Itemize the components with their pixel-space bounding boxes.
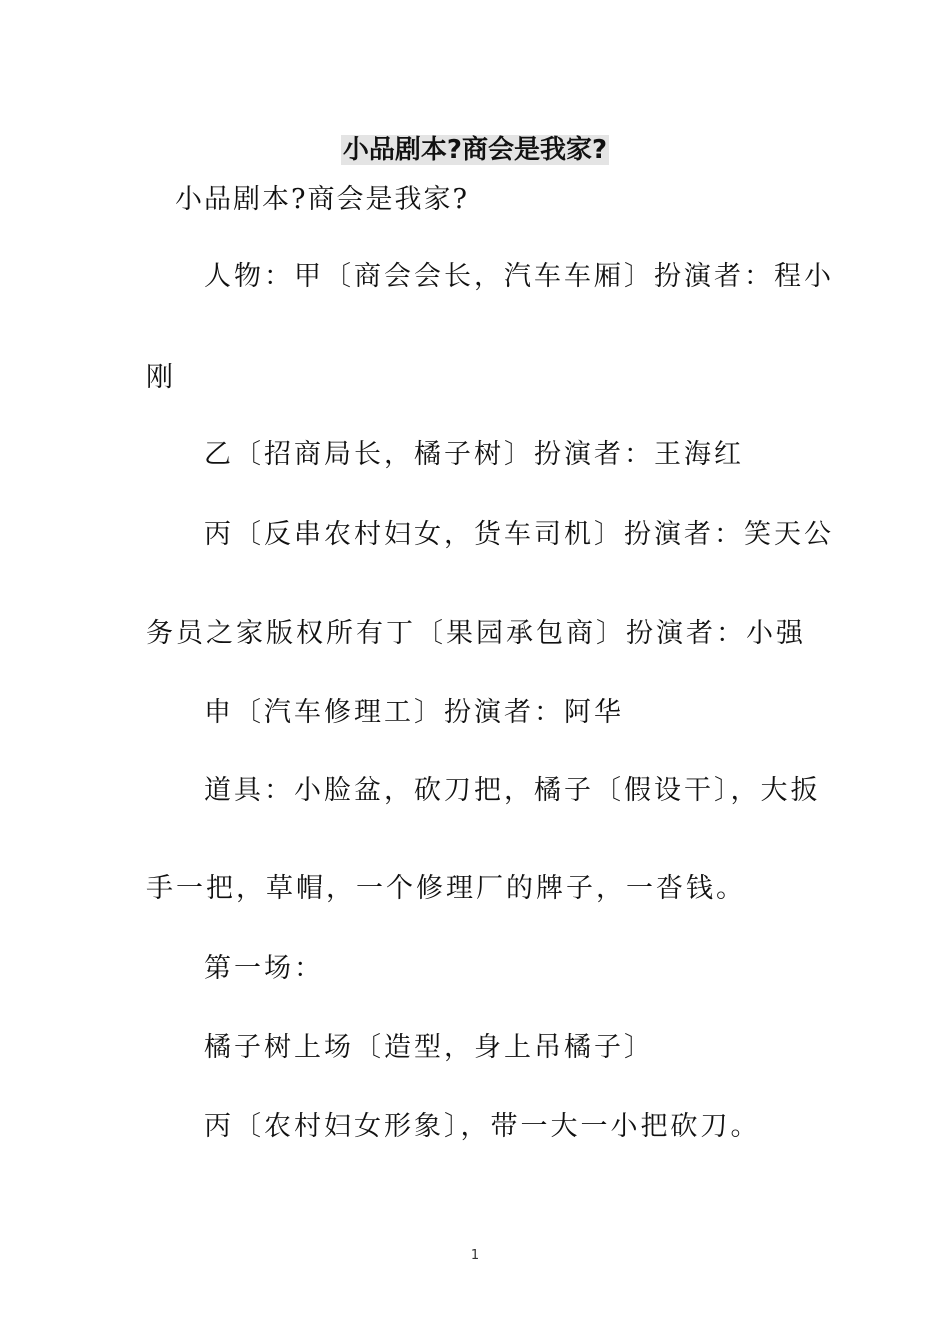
- paragraph-line: 乙〔招商局长，橘子树〕扮演者：王海红: [204, 439, 744, 470]
- document-title-text: 小品剧本?商会是我家?: [342, 135, 608, 165]
- paragraph-line: 丙〔农村妇女形象〕，带一大一小把砍刀。: [204, 1111, 761, 1142]
- paragraph-line: 第一场：: [204, 953, 324, 984]
- document-subtitle: 小品剧本?商会是我家?: [175, 184, 469, 215]
- document-title: [0, 132, 950, 168]
- paragraph-line: 刚: [146, 362, 176, 393]
- paragraph-line: 人物：甲〔商会会长，汽车车厢〕扮演者：程小: [204, 261, 834, 292]
- paragraph-line: 橘子树上场〔造型，身上吊橘子〕: [204, 1032, 654, 1063]
- paragraph-line: 手一把，草帽，一个修理厂的牌子，一沓钱。: [146, 873, 746, 904]
- paragraph-line: 道具：小脸盆，砍刀把，橘子〔假设干〕，大扳: [204, 775, 821, 806]
- paragraph-line: 务员之家版权所有丁〔果园承包商〕扮演者：小强: [146, 618, 806, 649]
- page-number: 1: [470, 1248, 480, 1263]
- paragraph-line: 丙〔反串农村妇女，货车司机〕扮演者：笑天公: [204, 519, 834, 550]
- paragraph-line: 申〔汽车修理工〕扮演者：阿华: [204, 697, 624, 728]
